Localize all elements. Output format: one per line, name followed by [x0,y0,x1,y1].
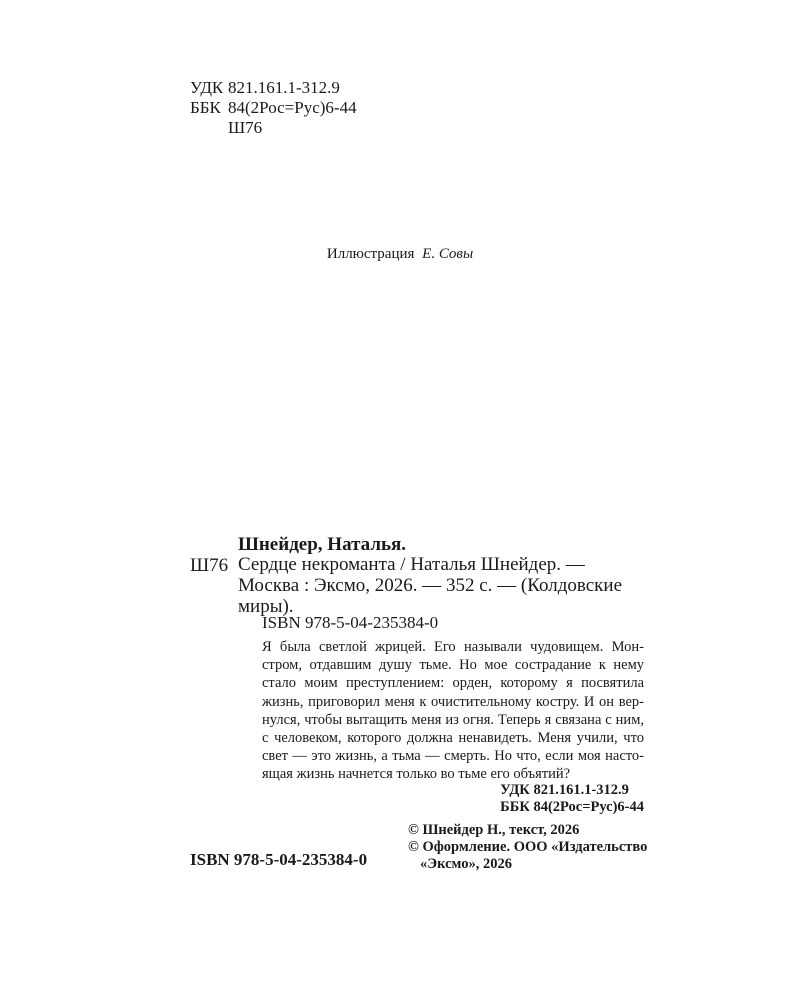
bibliography-author: Шнейдер, Наталья. [238,534,407,555]
illustration-label: Иллюстрация [326,246,415,262]
annotation-line: с человеком, которого должна ненавидеть. Меня учили, что [262,730,644,747]
bibliography-description [238,554,646,617]
copyright-line: «Эксмо», 2026 [420,856,512,872]
bibliography-line: миры). [238,596,294,617]
copyright-line: © Шнейдер Н., текст, 2026 [408,822,580,838]
bbk-label: ББК [190,98,221,117]
illustrator-name: Е. Совы [422,246,474,262]
bibliography-author-sign: Ш76 [190,555,229,576]
copyright-block [408,822,648,873]
udk-label: УДК [190,78,224,97]
udk-value: 821.161.1-312.9 [228,78,340,97]
bottom-bbk: ББК 84(2Рос=Рус)6-44 [500,799,644,815]
annotation-line: стром, отдавшим душу тьме. Но мое сострадание к нему [262,657,644,674]
isbn-top: ISBN 978-5-04-235384-0 [262,613,439,632]
bottom-udk: УДК 821.161.1-312.9 [500,782,629,798]
copyright-line: © Оформление. ООО «Издательство [408,839,648,855]
bottom-codes [500,782,644,816]
annotation-line: Я была светлой жрицей. Его называли чудовищем. Мон- [262,639,644,655]
annotation-line: стало моим преступлением: орден, которому я посвятила [262,675,644,692]
classification-block [190,78,357,138]
bbk-value: 84(2Рос=Рус)6-44 [228,98,357,117]
bibliography-line: Сердце некроманта / Наталья Шнейдер. — [238,554,585,575]
author-sign: Ш76 [228,118,263,137]
annotation-line: жизнь, приговорил меня к очистительному костру. И он вер- [262,693,644,710]
annotation-line: свет — это жизнь, а тьма — смерть. Но что, если моя насто- [262,748,644,765]
annotation-line: нулся, чтобы вытащить меня из огня. Теперь я связана с ним, [262,711,644,728]
annotation [262,638,644,784]
bibliography-line: Москва : Эксмо, 2026. — 352 с. — (Колдовские [238,575,623,596]
isbn-bottom: ISBN 978-5-04-235384-0 [190,850,368,869]
illustration-credit [0,246,800,263]
annotation-line: ящая жизнь начнется только во тьме его объятий? [262,766,571,783]
